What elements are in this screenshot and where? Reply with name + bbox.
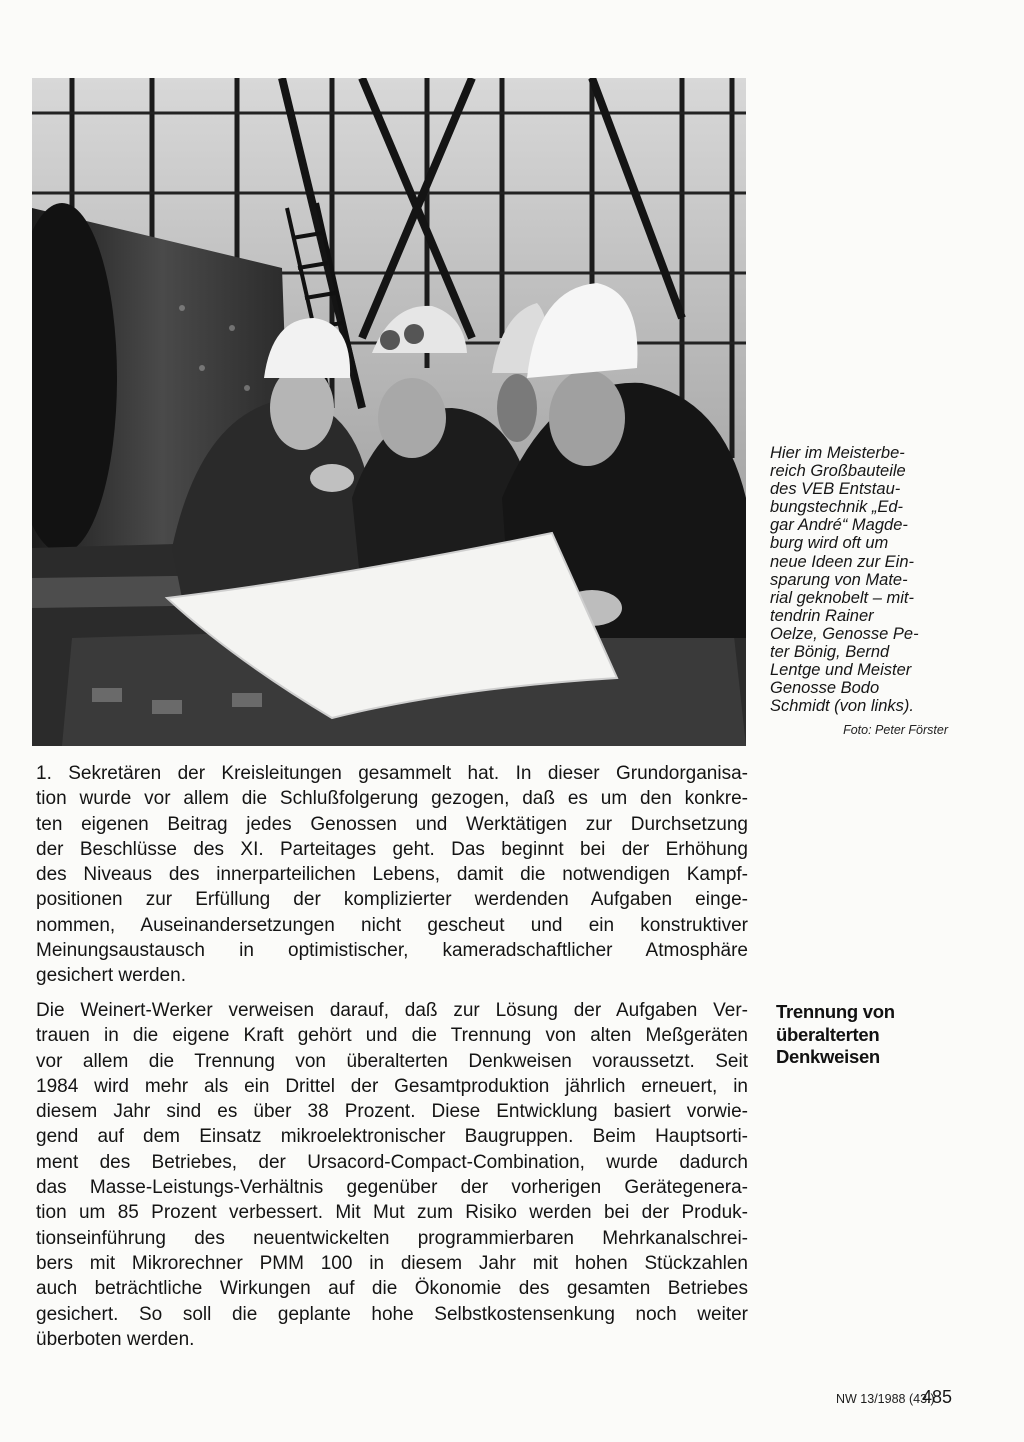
- caption-line: Lentge und Meister: [770, 661, 912, 680]
- text-line: tionseinführung des neuentwickelten programmierbaren Mehrkanalschrei-: [36, 1227, 748, 1249]
- caption-line: ter Bönig, Bernd: [770, 643, 890, 662]
- caption-line: burg wird oft um: [770, 534, 889, 553]
- caption-line: neue Ideen zur Ein-: [770, 552, 915, 571]
- text-line: überboten werden.: [36, 1328, 195, 1350]
- sidehead-line: Denkweisen: [776, 1046, 880, 1067]
- text-line: der Beschlüsse des XI. Parteitages geht. Das beginnt bei der Erhöhung: [36, 838, 748, 860]
- sidehead-line: Trennung von: [776, 1001, 895, 1022]
- text-line: positionen zur Erfüllung der komplizierter werdenden Aufgaben einge-: [36, 889, 748, 911]
- text-line: nommen, Auseinandersetzungen nicht gescheut und ein konstruktiver: [36, 914, 748, 936]
- photo-workers-image: [32, 78, 746, 746]
- text-line: 1. Sekretären der Kreisleitungen gesammelt hat. In dieser Grundorganisa-: [36, 763, 748, 784]
- text-line: trauen in die eigene Kraft gehört und die Trennung von alten Meßgeräten: [36, 1025, 748, 1047]
- paragraph-1: [36, 761, 748, 989]
- text-line: diesem Jahr sind es über 38 Prozent. Diese Entwicklung basiert vorwie-: [36, 1101, 748, 1123]
- text-line: vor allem die Trennung von überalterten Denkweisen voraussetzt. Seit: [36, 1050, 748, 1072]
- text-line: ment des Betriebes, der Ursacord-Compact-Combination, wurde dadurch: [36, 1151, 748, 1173]
- caption-line: tendrin Rainer: [770, 606, 874, 625]
- text-line: des Niveaus des innerparteilichen Lebens, damit die notwendigen Kampf-: [36, 864, 748, 886]
- page-number: 485: [922, 1387, 953, 1407]
- photo: [32, 78, 746, 746]
- section-sidehead: [776, 1001, 916, 1069]
- caption-line: Schmidt (von links).: [770, 697, 914, 716]
- caption-line: Genosse Bodo: [770, 679, 880, 698]
- caption-line: bungstechnik „Ed-: [770, 498, 903, 517]
- caption-line: Oelze, Genosse Pe-: [770, 624, 919, 643]
- caption-line: gar André“ Magde-: [770, 516, 908, 535]
- text-line: ten eigenen Beitrag jedes Genossen und Werktätigen zur Durchsetzung: [36, 813, 748, 835]
- photo-credit: Foto: Peter Förster: [843, 723, 948, 737]
- caption-line: des VEB Entstau-: [770, 480, 901, 499]
- caption-line: rial geknobelt – mit-: [770, 588, 914, 607]
- text-line: gesichert. So soll die geplante hohe Selbstkostensenkung noch weiter: [36, 1303, 748, 1325]
- caption-line: reich Großbauteile: [770, 462, 906, 481]
- photo-caption: [770, 444, 955, 715]
- text-line: tion wurde vor allem die Schlußfolgerung gezogen, daß es um den konkre-: [36, 788, 748, 810]
- text-line: Die Weinert-Werker verweisen darauf, daß zur Lösung der Aufgaben Ver-: [36, 1000, 748, 1021]
- text-line: das Masse-Leistungs-Verhältnis gegenüber der vorherigen Gerätegenera-: [36, 1177, 748, 1199]
- text-line: tion um 85 Prozent verbessert. Mit Mut zum Risiko werden bei der Produk-: [36, 1202, 748, 1224]
- issue-reference: NW 13/1988 (43.): [836, 1392, 935, 1406]
- text-line: bers mit Mikrorechner PMM 100 in diesem Jahr mit hohen Stückzahlen: [36, 1252, 748, 1274]
- text-line: gesichert werden.: [36, 965, 186, 987]
- caption-line: Hier im Meisterbe-: [770, 444, 905, 462]
- text-line: 1984 wird mehr als ein Drittel der Gesamtproduktion jährlich erneuert, in: [36, 1075, 748, 1097]
- paragraph-2: [36, 998, 748, 1352]
- text-line: gend auf dem Einsatz mikroelektronischer Baugruppen. Beim Hauptsorti-: [36, 1126, 748, 1148]
- sidehead-line: überalterten: [776, 1023, 880, 1045]
- text-line: Meinungsaustausch in optimistischer, kameradschaftlicher Atmosphäre: [36, 940, 748, 962]
- caption-line: sparung von Mate-: [770, 570, 908, 589]
- text-line: auch beträchtliche Wirkungen auf die Ökonomie des gesamten Betriebes: [36, 1278, 748, 1300]
